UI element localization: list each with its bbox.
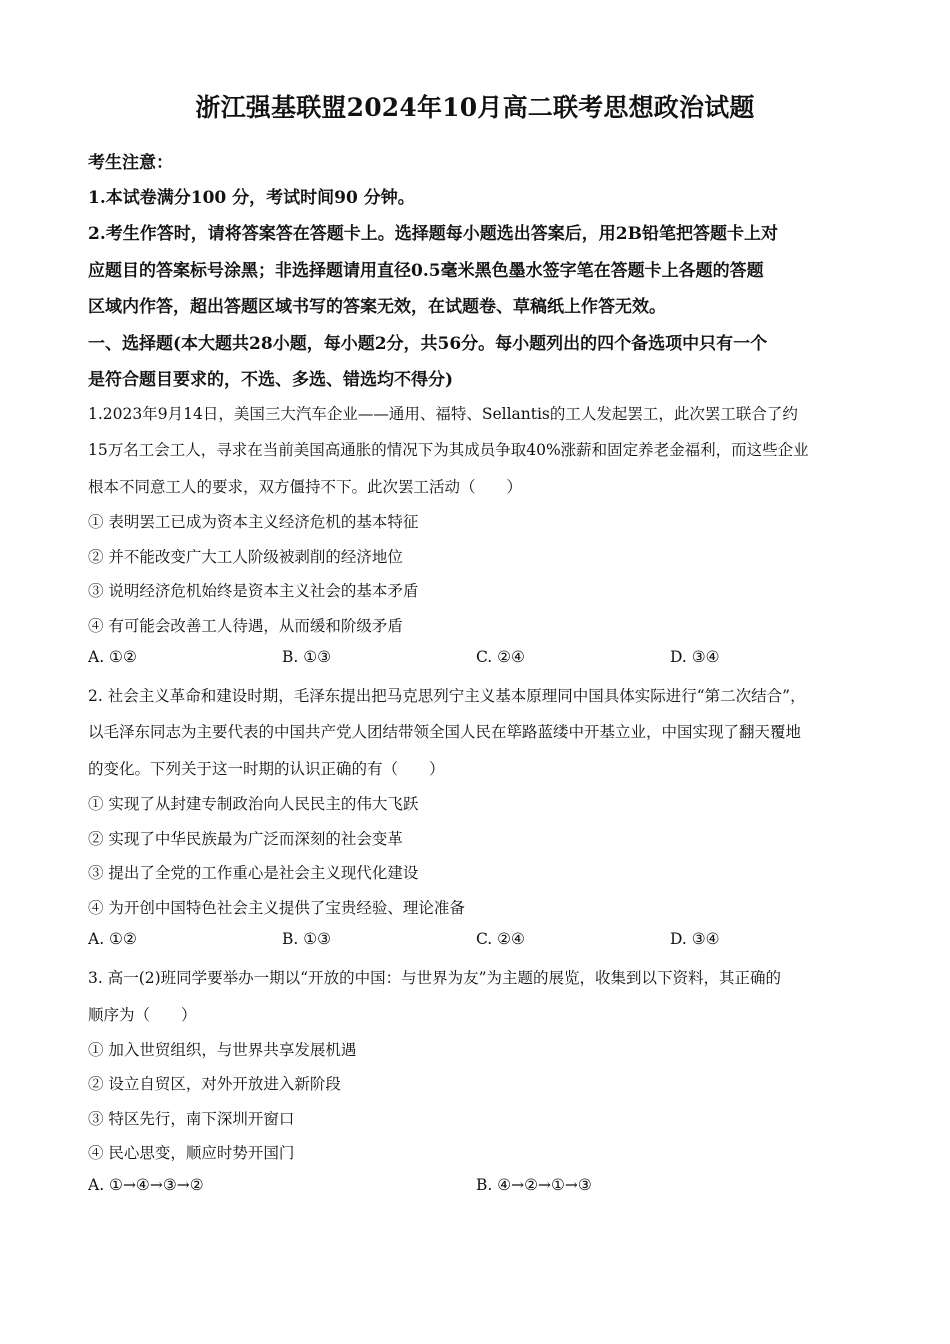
q2-option-d[interactable]: D. ③④ [670, 930, 720, 948]
q2-stem-line-3: 的变化。下列关于这一时期的认识正确的有（ ） [88, 760, 445, 778]
q3-item: ① 加入世贸组织，与世界共享发展机遇 [88, 1041, 357, 1059]
q3-stem-line-2: 顺序为（ ） [88, 1006, 197, 1024]
q3-options [88, 1176, 864, 1194]
q3-option-b[interactable]: B. ④→②→①→③ [476, 1176, 592, 1194]
notice-item-2-line-3: 区域内作答，超出答题区域书写的答案无效，在试题卷、草稿纸上作答无效。 [88, 297, 666, 317]
q2-option-b[interactable]: B. ①③ [282, 930, 332, 948]
q1-options [88, 648, 864, 666]
q3-option-a[interactable]: A. ①→④→③→② [88, 1176, 204, 1194]
section-heading-line-2: 是符合题目要求的，不选、多选、错选均不得分) [88, 370, 454, 390]
q2-item: ③ 提出了全党的工作重心是社会主义现代化建设 [88, 864, 419, 882]
page-title: 浙江强基联盟2024年10月高二联考思想政治试题 [195, 93, 755, 122]
q1-option-b[interactable]: B. ①③ [282, 648, 332, 666]
q2-options [88, 930, 864, 948]
q3-item: ③ 特区先行，南下深圳开窗口 [88, 1110, 295, 1128]
q2-item: ① 实现了从封建专制政治向人民民主的伟大飞跃 [88, 795, 419, 813]
q2-stem-line-1: 2. 社会主义革命和建设时期，毛泽东提出把马克思列宁主义基本原理同中国具体实际进行“第二次结合”， [88, 687, 806, 705]
q2-option-c[interactable]: C. ②④ [476, 930, 525, 948]
q1-option-c[interactable]: C. ②④ [476, 648, 525, 666]
q1-stem-line-2: 15万名工会工人，寻求在当前美国高通胀的情况下为其成员争取40%涨薪和固定养老金福利，而这些企业 [88, 441, 809, 459]
q2-item: ④ 为开创中国特色社会主义提供了宝贵经验、理论准备 [88, 899, 465, 917]
section-heading-line-1: 一、选择题(本大题共28小题，每小题2分，共56分。每小题列出的四个备选项中只有一个 [88, 334, 768, 354]
q1-item: ③ 说明经济危机始终是资本主义社会的基本矛盾 [88, 582, 419, 600]
q2-option-a[interactable]: A. ①② [88, 930, 137, 948]
notice-item-2-line-2: 应题目的答案标号涂黑；非选择题请用直径0.5毫米黑色墨水签字笔在答题卡上各题的答题 [88, 261, 764, 281]
q1-item: ① 表明罢工已成为资本主义经济危机的基本特征 [88, 513, 419, 531]
q1-option-d[interactable]: D. ③④ [670, 648, 720, 666]
q1-item: ④ 有可能会改善工人待遇，从而缓和阶级矛盾 [88, 617, 403, 635]
notice-heading: 考生注意： [88, 153, 173, 173]
q1-stem-line-1: 1.2023年9月14日，美国三大汽车企业——通用、福特、Sellantis的工人发起罢工，此次罢工联合了约 [88, 405, 798, 423]
notice-item-2-line-1: 2.考生作答时，请将答案答在答题卡上。选择题每小题选出答案后，用2B铅笔把答题卡上对 [88, 224, 778, 244]
notice-item-1: 1.本试卷满分100 分，考试时间90 分钟。 [88, 188, 415, 208]
q2-stem-line-2: 以毛泽东同志为主要代表的中国共产党人团结带领全国人民在筚路蓝缕中开基立业，中国实现了翻天覆地 [88, 723, 802, 741]
q3-stem-line-1: 3. 高一(2)班同学要举办一期以“开放的中国：与世界为友”为主题的展览，收集到以下资料，其正确的 [88, 969, 782, 987]
q3-item: ④ 民心思变，顺应时势开国门 [88, 1144, 295, 1162]
q3-item: ② 设立自贸区，对外开放进入新阶段 [88, 1075, 341, 1093]
q1-stem-line-3: 根本不同意工人的要求，双方僵持不下。此次罢工活动（ ） [88, 478, 523, 496]
q1-option-a[interactable]: A. ①② [88, 648, 137, 666]
q2-item: ② 实现了中华民族最为广泛而深刻的社会变革 [88, 830, 403, 848]
q1-item: ② 并不能改变广大工人阶级被剥削的经济地位 [88, 548, 403, 566]
